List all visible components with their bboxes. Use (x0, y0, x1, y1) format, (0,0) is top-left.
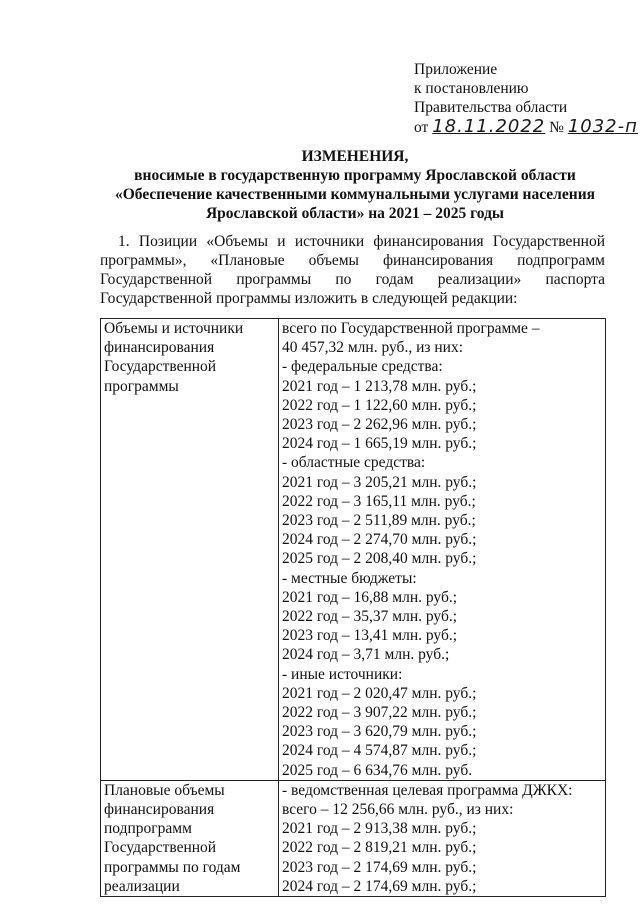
value-line: 2021 год – 1 213,78 млн. руб.; (282, 377, 477, 395)
value-line: 2023 год – 3 620,79 млн. руб.; (282, 723, 477, 741)
value-line: 2021 год – 2 020,47 млн. руб.; (282, 684, 477, 702)
value-line: 2024 год – 1 665,19 млн. руб.; (282, 435, 477, 453)
handwritten-date: 18.11.2022 (432, 116, 546, 137)
appendix-line-government: Правительства области (414, 99, 568, 116)
value-line: 2025 год – 2 208,40 млн. руб.; (282, 550, 477, 568)
value-line: - местные бюджеты: (282, 569, 417, 587)
value-line: 2021 год – 16,88 млн. руб.; (282, 588, 458, 606)
table-row (101, 319, 606, 781)
appendix-title: Приложение (414, 61, 498, 78)
heading-line-4: Ярославской области» на 2021 – 2025 годы (205, 205, 505, 222)
passport-table (100, 318, 606, 897)
value-line: 2024 год – 3,71 млн. руб.; (282, 646, 450, 664)
number-label: № (549, 119, 564, 136)
value-line: 2024 год – 4 574,87 млн. руб.; (282, 742, 477, 760)
passport-table-body (101, 319, 606, 897)
intro-text: 1. Позиции «Объемы и источники финансирования Государственной программы», «Плановые объемы финансирования подпрограмм Государственной программы по годам реализации» паспорта Государственной программы изложить в следующей редакции: (100, 233, 605, 307)
value-line: 2022 год – 35,37 млн. руб.; (282, 608, 458, 626)
value-line: 40 457,32 млн. руб., из них: (282, 339, 464, 357)
row-label-cell: Плановые объемы финансирования подпрограмм Государственной программы по годам реализации (101, 780, 279, 896)
value-line: - федеральные средства: (282, 358, 443, 376)
intro-paragraph (100, 232, 605, 308)
value-line: 2023 год – 13,41 млн. руб.; (282, 627, 458, 645)
table-row (101, 780, 606, 896)
document-heading (60, 147, 640, 223)
row-label-cell: Объемы и источники финансирования Государственной программы (101, 319, 279, 781)
value-line: всего – 12 256,66 млн. руб., из них: (282, 801, 514, 819)
value-line: 2022 год – 1 122,60 млн. руб.; (282, 396, 477, 414)
row-value-cell (279, 319, 606, 781)
handwritten-number: 1032-п (567, 116, 638, 137)
value-line: 2023 год – 2 174,69 млн. руб.; (282, 858, 477, 876)
value-line: 2024 год – 2 174,69 млн. руб.; (282, 877, 477, 895)
value-line: - ведомственная целевая программа ДЖКХ: (282, 781, 573, 799)
appendix-line-resolution: к постановлению (414, 80, 529, 97)
appendix-block (414, 60, 638, 137)
heading-title: ИЗМЕНЕНИЯ, (301, 148, 409, 165)
value-line: 2022 год – 3 907,22 млн. руб.; (282, 704, 477, 722)
value-line: 2023 год – 2 511,89 млн. руб.; (282, 512, 476, 530)
value-line: - иные источники: (282, 665, 403, 683)
appendix-date-line (414, 117, 638, 137)
value-line: 2023 год – 2 262,96 млн. руб.; (282, 416, 477, 434)
heading-line-2: вносимые в государственную программу Ярославской области (134, 167, 576, 184)
row-value-cell (279, 780, 606, 896)
value-line: 2025 год – 6 634,76 млн. руб. (282, 761, 473, 779)
value-line: 2021 год – 2 913,38 млн. руб.; (282, 820, 477, 838)
value-line: всего по Государственной программе – (282, 320, 540, 337)
value-line: 2024 год – 2 274,70 млн. руб.; (282, 531, 477, 549)
value-line: 2022 год – 3 165,11 млн. руб.; (282, 492, 476, 510)
heading-line-3: «Обеспечение качественными коммунальными услугами населения (114, 186, 596, 203)
value-line: 2022 год – 2 819,21 млн. руб.; (282, 839, 477, 857)
value-line: - областные средства: (282, 454, 426, 472)
value-line: 2021 год – 3 205,21 млн. руб.; (282, 473, 477, 491)
from-label: от (414, 119, 429, 136)
